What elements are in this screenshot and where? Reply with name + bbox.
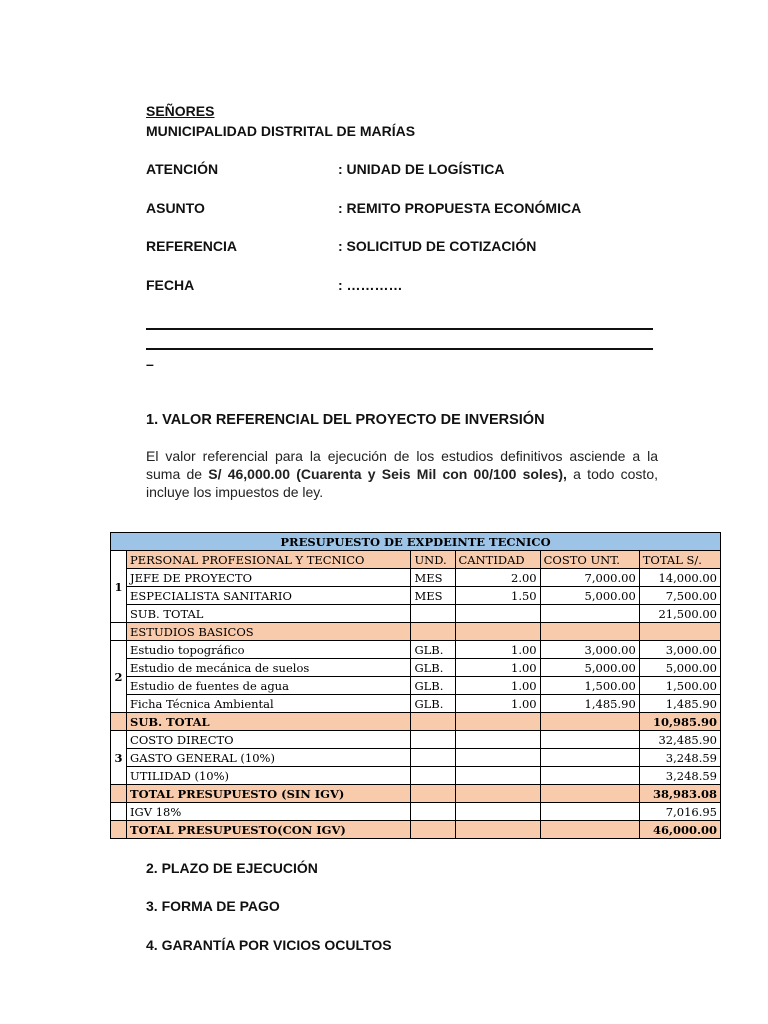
total-sin-igv-value: 38,983.08 <box>639 785 720 803</box>
row-cantidad: 1.00 <box>455 695 540 713</box>
row-und: MES <box>411 569 455 587</box>
section-3-title: 3. FORMA DE PAGO <box>146 898 280 914</box>
row-costo: 5,000.00 <box>540 587 639 605</box>
row-und: MES <box>411 587 455 605</box>
total-sin-igv-label: TOTAL PRESUPUESTO (SIN IGV) <box>127 785 411 803</box>
municipalidad-name: MUNICIPALIDAD DISTRITAL DE MARÍAS <box>146 123 416 139</box>
igv-label: IGV 18% <box>127 803 411 821</box>
row-cantidad: 1.00 <box>455 641 540 659</box>
section-1-title: 1. VALOR REFERENCIAL DEL PROYECTO DE INVERSIÓN <box>146 412 545 428</box>
table-row <box>111 677 721 695</box>
group-number-1: 1 <box>111 551 127 623</box>
row-costo: 1,500.00 <box>540 677 639 695</box>
asunto-label: ASUNTO <box>146 200 205 216</box>
row-costo: 7,000.00 <box>540 569 639 587</box>
table-row <box>111 749 721 767</box>
subtotal-1-label: SUB. TOTAL <box>127 605 411 623</box>
referencia-value: : SOLICITUD DE COTIZACIÓN <box>338 238 537 254</box>
col-header-total: TOTAL S/. <box>639 551 720 569</box>
row-desc: Estudio de fuentes de agua <box>127 677 411 695</box>
row-und: GLB. <box>411 695 455 713</box>
row-total: 1,500.00 <box>639 677 720 695</box>
paragraph-text-end: a todo costo, incluye los impuestos de ley. <box>146 466 658 500</box>
igv-value: 7,016.95 <box>639 803 720 821</box>
row-costo: 3,000.00 <box>540 641 639 659</box>
row-desc: ESPECIALISTA SANITARIO <box>127 587 411 605</box>
valor-referencial-paragraph <box>146 447 658 501</box>
table-row <box>111 659 721 677</box>
total-con-igv-value: 46,000.00 <box>639 821 720 839</box>
igv-row <box>111 803 721 821</box>
table-row <box>111 695 721 713</box>
row-total: 3,000.00 <box>639 641 720 659</box>
senores-heading: SEÑORES <box>146 103 215 119</box>
fecha-label: FECHA <box>146 277 195 293</box>
row-costo: 1,485.90 <box>540 695 639 713</box>
separator-line-2 <box>146 348 653 350</box>
table-row <box>111 569 721 587</box>
col-header-desc: PERSONAL PROFESIONAL Y TECNICO <box>127 551 411 569</box>
estudios-basicos-label: ESTUDIOS BASICOS <box>127 623 411 641</box>
table-title: PRESUPUESTO DE EXPDEINTE TECNICO <box>111 533 721 551</box>
table-header-row <box>111 551 721 569</box>
table-title-row <box>111 533 721 551</box>
row-desc: JEFE DE PROYECTO <box>127 569 411 587</box>
estudios-header-row <box>111 623 721 641</box>
paragraph-text-start: El valor referencial para la ejecución de los estudios definitivos asciende a la suma de <box>146 448 658 482</box>
table-row <box>111 587 721 605</box>
row-desc: UTILIDAD (10%) <box>127 767 411 785</box>
subtotal-2-value: 10,985.90 <box>639 713 720 731</box>
total-sin-igv-row <box>111 785 721 803</box>
row-total: 3,248.59 <box>639 767 720 785</box>
subtotal-1-value: 21,500.00 <box>639 605 720 623</box>
row-desc: COSTO DIRECTO <box>127 731 411 749</box>
row-total: 1,485.90 <box>639 695 720 713</box>
referencia-label: REFERENCIA <box>146 238 238 254</box>
atencion-label: ATENCIÓN <box>146 161 219 177</box>
col-header-cantidad: CANTIDAD <box>455 551 540 569</box>
row-total: 5,000.00 <box>639 659 720 677</box>
row-desc: Estudio topográfico <box>127 641 411 659</box>
row-cantidad: 1.50 <box>455 587 540 605</box>
section-2-title: 2. PLAZO DE EJECUCIÓN <box>146 860 318 876</box>
row-cantidad: 1.00 <box>455 677 540 695</box>
atencion-value: : UNIDAD DE LOGÍSTICA <box>338 161 505 177</box>
fecha-value: : ………… <box>338 277 403 293</box>
row-total: 7,500.00 <box>639 587 720 605</box>
row-total: 3,248.59 <box>639 749 720 767</box>
subtotal-row-2 <box>111 713 721 731</box>
paragraph-amount: S/ 46,000.00 (Cuarenta y Seis Mil con 00/100 soles), <box>208 466 567 482</box>
budget-table <box>110 532 721 839</box>
table-row <box>111 641 721 659</box>
row-total: 14,000.00 <box>639 569 720 587</box>
group-number-2: 2 <box>111 641 127 713</box>
subtotal-2-label: SUB. TOTAL <box>127 713 411 731</box>
section-4-title: 4. GARANTÍA POR VICIOS OCULTOS <box>146 937 392 953</box>
table-row <box>111 731 721 749</box>
row-und: GLB. <box>411 677 455 695</box>
total-con-igv-label: TOTAL PRESUPUESTO(CON IGV) <box>127 821 411 839</box>
col-header-und: UND. <box>411 551 455 569</box>
group-number-3: 3 <box>111 731 127 785</box>
row-total: 32,485.90 <box>639 731 720 749</box>
row-costo: 5,000.00 <box>540 659 639 677</box>
row-desc: Ficha Técnica Ambiental <box>127 695 411 713</box>
col-header-costo: COSTO UNT. <box>540 551 639 569</box>
asunto-value: : REMITO PROPUESTA ECONÓMICA <box>338 200 582 216</box>
table-row <box>111 767 721 785</box>
row-desc: Estudio de mecánica de suelos <box>127 659 411 677</box>
row-und: GLB. <box>411 659 455 677</box>
subtotal-row-1 <box>111 605 721 623</box>
row-cantidad: 1.00 <box>455 659 540 677</box>
total-con-igv-row <box>111 821 721 839</box>
row-desc: GASTO GENERAL (10%) <box>127 749 411 767</box>
separator-trailing-dash: – <box>146 356 154 372</box>
separator-line-1 <box>146 328 653 330</box>
row-und: GLB. <box>411 641 455 659</box>
row-cantidad: 2.00 <box>455 569 540 587</box>
